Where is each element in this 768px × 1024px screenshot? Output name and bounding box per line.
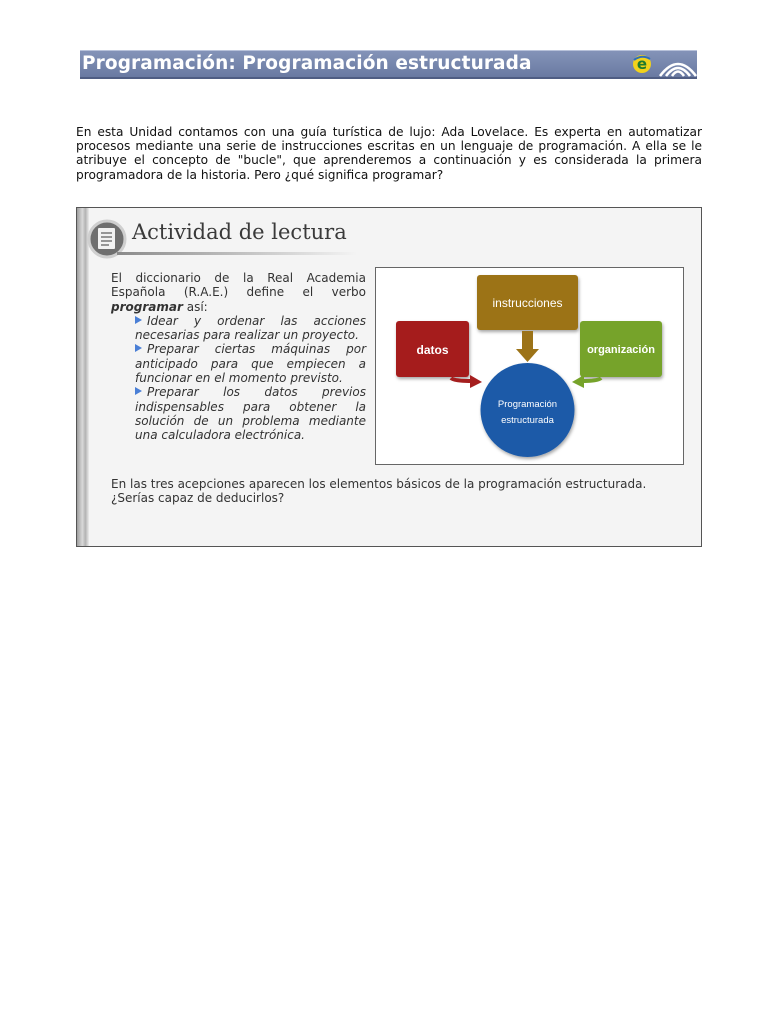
definition-block <box>111 271 366 443</box>
junta-e-logo-icon <box>630 52 654 76</box>
logo-letter: e <box>636 55 648 73</box>
page-header <box>80 50 697 79</box>
arrow-shaft <box>451 378 472 381</box>
list-item <box>135 385 366 442</box>
arrow-shaft <box>522 331 533 350</box>
organizacion-label: organización <box>587 344 655 356</box>
definition-text: Preparar ciertas máquinas por anticipado para que empiecen a funcionar en el momento previsto. <box>135 342 366 386</box>
closing-paragraph: En las tres acepciones aparecen los elementos básicos de la programación estructurada. ¿Serías capaz de deducirlos? <box>111 477 647 506</box>
bullet-arrow-icon <box>135 344 142 352</box>
title-underline <box>117 252 357 255</box>
bullet-arrow-icon <box>135 316 142 324</box>
intro-paragraph: En esta Unidad contamos con una guía turística de lujo: Ada Lovelace. Es experta en automatizar procesos mediante una serie de instrucciones escritas en un lenguaje de programación. A ella se le atribuye el concepto de "bucle", que aprenderemos a continuación y es considerada la primera programadora de la historia. Pero ¿qué significa programar? <box>76 125 702 182</box>
instrucciones-label: instrucciones <box>492 296 563 310</box>
list-item <box>135 342 366 385</box>
instrucciones-arrow <box>516 331 539 362</box>
center-label-line1: Programación <box>497 399 558 410</box>
definition-list <box>111 314 366 443</box>
structured-programming-diagram <box>375 267 684 465</box>
activity-title: Actividad de lectura <box>132 220 347 244</box>
definition-text: Preparar los datos previos indispensables para obtener la solución de un problema mediante una calculadora electrónica. <box>135 385 366 443</box>
bullet-arrow-icon <box>135 387 142 395</box>
reading-activity-box <box>76 207 702 547</box>
datos-node <box>396 321 469 377</box>
arrow-head <box>572 375 584 388</box>
list-item <box>135 314 366 343</box>
datos-label: datos <box>416 343 449 357</box>
definition-intro-text: El diccionario de la Real Academia Española (R.A.E.) define el verbo <box>111 271 366 300</box>
center-circle <box>481 363 575 457</box>
center-label-line2: estructurada <box>501 415 554 426</box>
junta-andalucia-logo-icon <box>658 54 698 78</box>
arrow-shaft <box>582 378 601 381</box>
page-title: Programación: Programación estructurada <box>82 53 532 74</box>
arrow-head <box>516 349 539 362</box>
center-node <box>481 363 575 457</box>
diagram-svg <box>376 268 683 464</box>
organizacion-node <box>580 321 662 377</box>
definition-intro <box>111 271 366 314</box>
arrow-head <box>470 375 482 388</box>
instrucciones-node <box>477 275 578 330</box>
definition-suffix: así: <box>186 299 208 314</box>
definition-text: Idear y ordenar las acciones necesarias para realizar un proyecto. <box>135 313 366 343</box>
definition-keyword: programar <box>111 299 183 314</box>
